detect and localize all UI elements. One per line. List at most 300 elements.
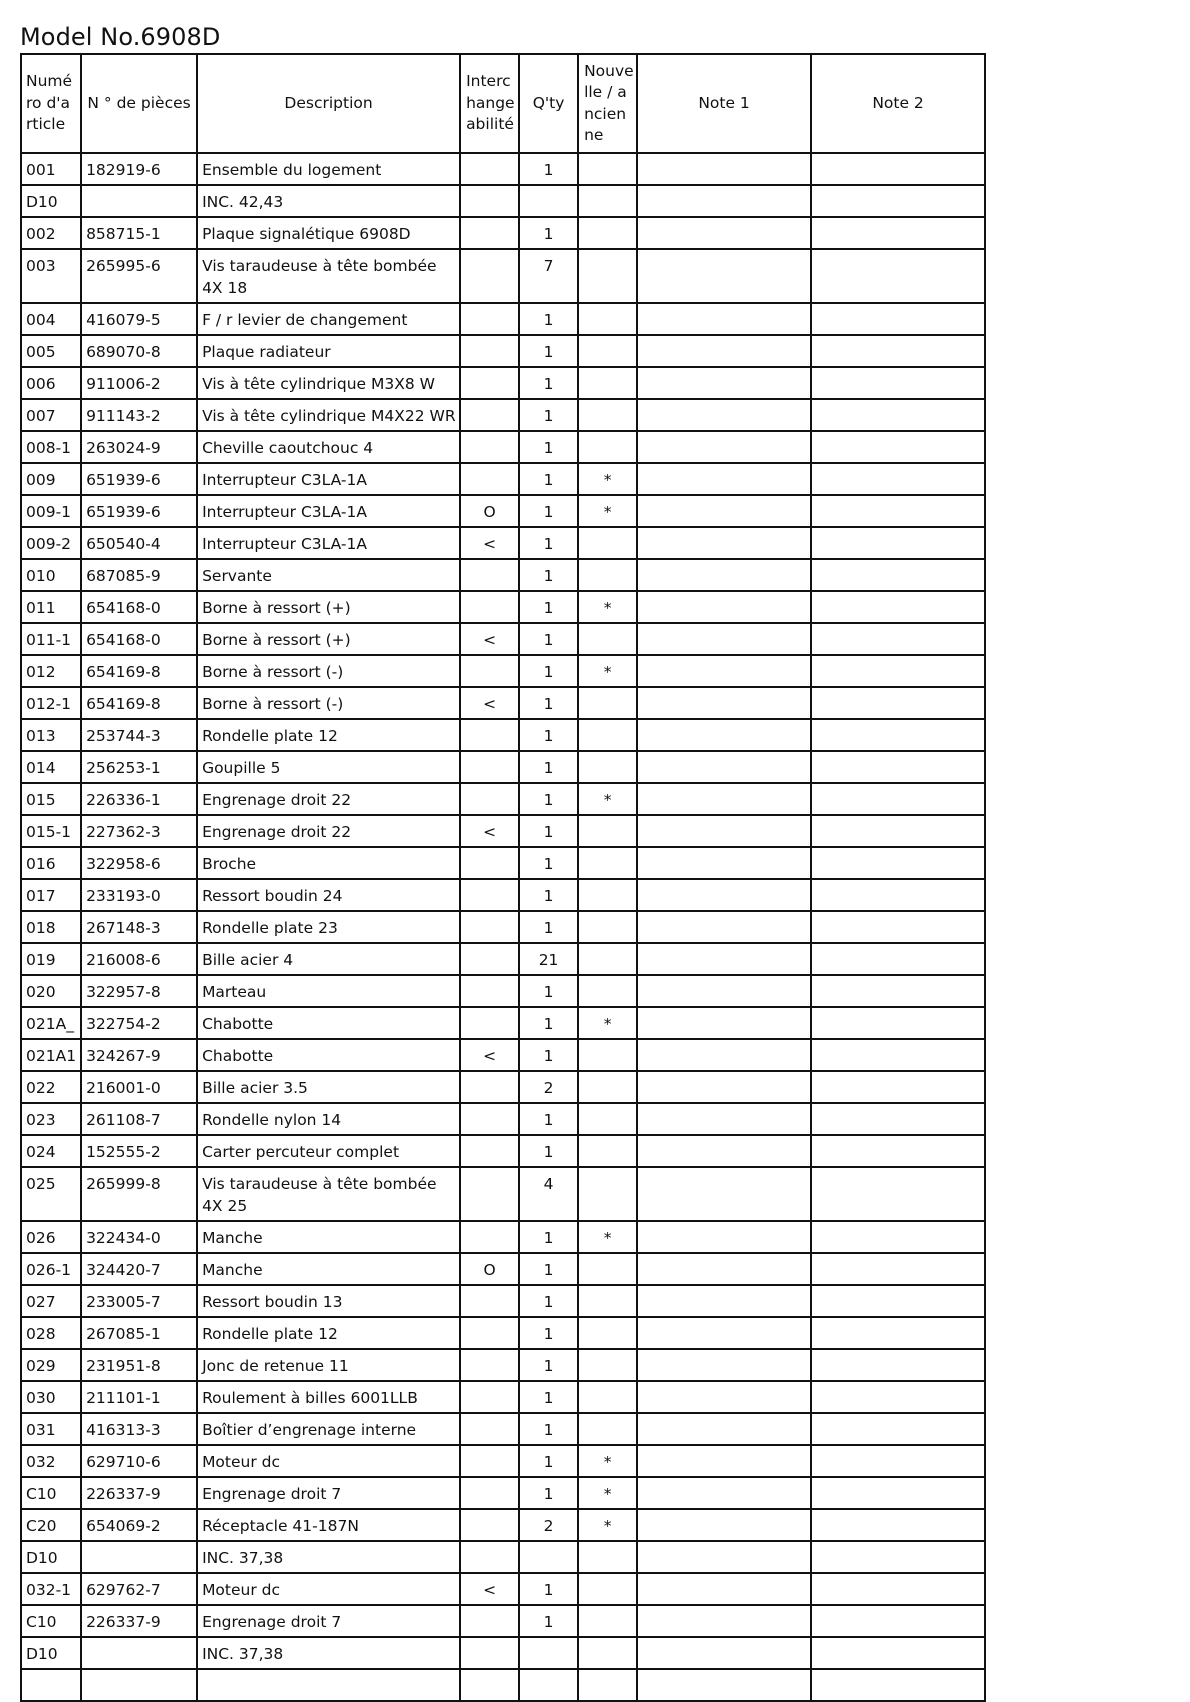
cell-new: * [578, 495, 637, 527]
cell-qty: 2 [519, 1071, 578, 1103]
table-row [21, 911, 985, 943]
cell-desc: Rondelle plate 12 [197, 719, 460, 751]
cell-note1 [637, 1637, 811, 1669]
cell-num: 028 [21, 1317, 81, 1349]
cell-num: D10 [21, 1637, 81, 1669]
cell-num: 017 [21, 879, 81, 911]
cell-new [578, 975, 637, 1007]
cell-note1 [637, 1413, 811, 1445]
cell-new [578, 399, 637, 431]
cell-note2 [811, 1167, 985, 1221]
cell-part: 226336-1 [81, 783, 197, 815]
cell-qty: 1 [519, 463, 578, 495]
cell-part: 265995-6 [81, 249, 197, 303]
cell-new [578, 751, 637, 783]
cell-num: C20 [21, 1509, 81, 1541]
cell-qty: 21 [519, 943, 578, 975]
table-row [21, 687, 985, 719]
cell-new: * [578, 591, 637, 623]
cell-num: 012 [21, 655, 81, 687]
cell-new [578, 687, 637, 719]
cell-inter [460, 1135, 519, 1167]
cell-new: * [578, 1509, 637, 1541]
cell-inter [460, 1477, 519, 1509]
cell-num: 026-1 [21, 1253, 81, 1285]
cell-num: 010 [21, 559, 81, 591]
cell-new [578, 249, 637, 303]
cell-inter [460, 1167, 519, 1221]
cell-qty: 1 [519, 1221, 578, 1253]
cell-note2 [811, 815, 985, 847]
table-row [21, 719, 985, 751]
cell-qty: 1 [519, 1103, 578, 1135]
cell-new [578, 367, 637, 399]
cell-note2 [811, 1349, 985, 1381]
cell-inter: < [460, 1039, 519, 1071]
cell-part: 324420-7 [81, 1253, 197, 1285]
cell-qty: 1 [519, 719, 578, 751]
cell-num: 008-1 [21, 431, 81, 463]
cell-note2 [811, 1071, 985, 1103]
table-row [21, 1071, 985, 1103]
cell-part [81, 185, 197, 217]
cell-note1 [637, 1381, 811, 1413]
table-row [21, 1541, 985, 1573]
cell-inter [460, 975, 519, 1007]
cell-part: 322434-0 [81, 1221, 197, 1253]
cell-num: 030 [21, 1381, 81, 1413]
cell-desc: Bille acier 4 [197, 943, 460, 975]
cell-part: 263024-9 [81, 431, 197, 463]
cell-part: 226337-9 [81, 1477, 197, 1509]
cell-new [578, 1317, 637, 1349]
cell-note2 [811, 1253, 985, 1285]
cell-part: 261108-7 [81, 1103, 197, 1135]
cell-part: 654169-8 [81, 687, 197, 719]
table-row [21, 1039, 985, 1071]
cell-inter: O [460, 1253, 519, 1285]
cell-part: 233193-0 [81, 879, 197, 911]
cell-qty: 1 [519, 911, 578, 943]
cell-note1 [637, 249, 811, 303]
cell-note2 [811, 495, 985, 527]
cell-note2 [811, 217, 985, 249]
cell-note2 [811, 879, 985, 911]
cell-desc: Manche [197, 1221, 460, 1253]
cell-desc: Chabotte [197, 1007, 460, 1039]
cell-inter [460, 1413, 519, 1445]
cell-num: 011 [21, 591, 81, 623]
table-row [21, 623, 985, 655]
cell-num: 025 [21, 1167, 81, 1221]
cell-num: C10 [21, 1605, 81, 1637]
table-row [21, 783, 985, 815]
cell-num: 014 [21, 751, 81, 783]
cell-note2 [811, 399, 985, 431]
table-row [21, 1413, 985, 1445]
cell-note1 [637, 1669, 811, 1701]
cell-part: 416079-5 [81, 303, 197, 335]
cell-new [578, 303, 637, 335]
cell-inter [460, 1541, 519, 1573]
cell-desc: Moteur dc [197, 1445, 460, 1477]
cell-num: 018 [21, 911, 81, 943]
cell-new [578, 911, 637, 943]
cell-note1 [637, 911, 811, 943]
cell-note2 [811, 975, 985, 1007]
cell-inter [460, 655, 519, 687]
cell-qty: 7 [519, 249, 578, 303]
cell-note1 [637, 783, 811, 815]
cell-desc: Plaque radiateur [197, 335, 460, 367]
table-header [21, 54, 985, 153]
cell-num: 009-2 [21, 527, 81, 559]
cell-desc: Vis taraudeuse à tête bombée 4X 25 [197, 1167, 460, 1221]
cell-qty: 1 [519, 1253, 578, 1285]
cell-new [578, 527, 637, 559]
cell-note2 [811, 185, 985, 217]
cell-new [578, 1071, 637, 1103]
table-row [21, 975, 985, 1007]
cell-note2 [811, 1637, 985, 1669]
cell-note1 [637, 1135, 811, 1167]
table-row [21, 1637, 985, 1669]
page-title: Model No.6908D [20, 23, 221, 51]
cell-num: 002 [21, 217, 81, 249]
cell-note2 [811, 1039, 985, 1071]
cell-part: 416313-3 [81, 1413, 197, 1445]
table-row [21, 1573, 985, 1605]
cell-inter [460, 1007, 519, 1039]
cell-desc: Vis taraudeuse à tête bombée 4X 18 [197, 249, 460, 303]
cell-desc: Ressort boudin 24 [197, 879, 460, 911]
cell-note2 [811, 1605, 985, 1637]
cell-new: * [578, 655, 637, 687]
cell-qty: 1 [519, 783, 578, 815]
cell-part: 211101-1 [81, 1381, 197, 1413]
cell-new [578, 815, 637, 847]
cell-part: 182919-6 [81, 153, 197, 185]
cell-new [578, 1039, 637, 1071]
cell-desc: Cheville caoutchouc 4 [197, 431, 460, 463]
cell-note2 [811, 687, 985, 719]
cell-inter [460, 1071, 519, 1103]
cell-num: 015-1 [21, 815, 81, 847]
cell-num: 032 [21, 1445, 81, 1477]
cell-part [81, 1669, 197, 1701]
cell-new [578, 1413, 637, 1445]
header-note2: Note 2 [811, 54, 985, 153]
cell-new [578, 431, 637, 463]
cell-inter [460, 1317, 519, 1349]
header-inter: Interchangeabilité [460, 54, 519, 153]
cell-qty: 1 [519, 399, 578, 431]
cell-new: * [578, 1445, 637, 1477]
cell-desc: Engrenage droit 7 [197, 1477, 460, 1509]
cell-new [578, 943, 637, 975]
cell-desc: Servante [197, 559, 460, 591]
cell-qty: 1 [519, 1007, 578, 1039]
cell-note1 [637, 1541, 811, 1573]
cell-qty: 1 [519, 303, 578, 335]
cell-desc: Engrenage droit 22 [197, 783, 460, 815]
cell-desc: Broche [197, 847, 460, 879]
cell-num: 015 [21, 783, 81, 815]
table-row [21, 495, 985, 527]
header-new: Nouvelle / ancienne [578, 54, 637, 153]
cell-note1 [637, 399, 811, 431]
cell-num: D10 [21, 185, 81, 217]
table-body [21, 153, 985, 1701]
cell-desc: Borne à ressort (-) [197, 687, 460, 719]
cell-num: 022 [21, 1071, 81, 1103]
cell-desc: Roulement à billes 6001LLB [197, 1381, 460, 1413]
cell-qty [519, 185, 578, 217]
cell-qty: 1 [519, 879, 578, 911]
cell-inter [460, 751, 519, 783]
cell-desc: Jonc de retenue 11 [197, 1349, 460, 1381]
table-row [21, 367, 985, 399]
cell-part: 654168-0 [81, 591, 197, 623]
cell-part: 322957-8 [81, 975, 197, 1007]
cell-note2 [811, 527, 985, 559]
cell-inter: O [460, 495, 519, 527]
cell-new [578, 1253, 637, 1285]
cell-part: 651939-6 [81, 463, 197, 495]
cell-num: 016 [21, 847, 81, 879]
cell-qty: 1 [519, 527, 578, 559]
cell-new: * [578, 783, 637, 815]
cell-note2 [811, 911, 985, 943]
table-row [21, 751, 985, 783]
table-row [21, 815, 985, 847]
cell-inter: < [460, 687, 519, 719]
cell-note1 [637, 1167, 811, 1221]
cell-qty: 1 [519, 591, 578, 623]
cell-desc: Rondelle plate 23 [197, 911, 460, 943]
cell-desc: Interrupteur C3LA-1A [197, 495, 460, 527]
cell-num: 005 [21, 335, 81, 367]
cell-num: 026 [21, 1221, 81, 1253]
cell-inter [460, 217, 519, 249]
cell-new [578, 1669, 637, 1701]
cell-note1 [637, 1221, 811, 1253]
cell-note2 [811, 751, 985, 783]
cell-inter [460, 1637, 519, 1669]
cell-note2 [811, 1221, 985, 1253]
table-row [21, 249, 985, 303]
table-row [21, 1605, 985, 1637]
table-row [21, 1167, 985, 1221]
cell-part: 226337-9 [81, 1605, 197, 1637]
cell-desc: Vis à tête cylindrique M3X8 W [197, 367, 460, 399]
cell-note2 [811, 655, 985, 687]
cell-note1 [637, 1477, 811, 1509]
cell-qty: 1 [519, 335, 578, 367]
cell-num: 009-1 [21, 495, 81, 527]
cell-qty: 1 [519, 687, 578, 719]
cell-qty: 1 [519, 367, 578, 399]
cell-qty: 1 [519, 495, 578, 527]
cell-new [578, 1135, 637, 1167]
cell-new [578, 623, 637, 655]
cell-new [578, 1637, 637, 1669]
cell-qty [519, 1637, 578, 1669]
cell-new [578, 1573, 637, 1605]
cell-note1 [637, 527, 811, 559]
table-row [21, 303, 985, 335]
cell-desc: F / r levier de changement [197, 303, 460, 335]
cell-note1 [637, 335, 811, 367]
cell-new [578, 1285, 637, 1317]
cell-part: 650540-4 [81, 527, 197, 559]
cell-inter: < [460, 815, 519, 847]
cell-qty: 1 [519, 751, 578, 783]
cell-part: 216001-0 [81, 1071, 197, 1103]
cell-desc [197, 1669, 460, 1701]
cell-part: 324267-9 [81, 1039, 197, 1071]
cell-note1 [637, 1605, 811, 1637]
cell-new: * [578, 1221, 637, 1253]
cell-note1 [637, 879, 811, 911]
table-row [21, 1221, 985, 1253]
cell-part: 256253-1 [81, 751, 197, 783]
table-row [21, 527, 985, 559]
cell-qty [519, 1669, 578, 1701]
cell-desc: Carter percuteur complet [197, 1135, 460, 1167]
parts-table [20, 53, 986, 1702]
cell-qty: 1 [519, 847, 578, 879]
cell-desc: Borne à ressort (-) [197, 655, 460, 687]
table-row [21, 1509, 985, 1541]
cell-part: 687085-9 [81, 559, 197, 591]
cell-desc: Réceptacle 41-187N [197, 1509, 460, 1541]
cell-note2 [811, 559, 985, 591]
cell-num: 001 [21, 153, 81, 185]
cell-desc: Rondelle nylon 14 [197, 1103, 460, 1135]
cell-part: 689070-8 [81, 335, 197, 367]
cell-note1 [637, 431, 811, 463]
table-row [21, 463, 985, 495]
cell-desc: Chabotte [197, 1039, 460, 1071]
cell-note1 [637, 495, 811, 527]
cell-new [578, 1605, 637, 1637]
cell-inter [460, 1381, 519, 1413]
cell-note1 [637, 751, 811, 783]
cell-qty: 1 [519, 217, 578, 249]
cell-num: 020 [21, 975, 81, 1007]
cell-desc: INC. 42,43 [197, 185, 460, 217]
cell-new [578, 335, 637, 367]
cell-new: * [578, 1007, 637, 1039]
cell-inter [460, 367, 519, 399]
cell-inter [460, 303, 519, 335]
cell-note2 [811, 367, 985, 399]
cell-desc: Ensemble du logement [197, 153, 460, 185]
table-row [21, 335, 985, 367]
cell-note2 [811, 943, 985, 975]
cell-new [578, 1541, 637, 1573]
cell-qty: 1 [519, 655, 578, 687]
cell-note2 [811, 153, 985, 185]
cell-new [578, 1103, 637, 1135]
cell-part [81, 1637, 197, 1669]
cell-inter [460, 1285, 519, 1317]
cell-desc: INC. 37,38 [197, 1637, 460, 1669]
cell-qty [519, 1541, 578, 1573]
cell-desc: Moteur dc [197, 1573, 460, 1605]
table-row [21, 217, 985, 249]
cell-qty: 1 [519, 1445, 578, 1477]
cell-desc: Vis à tête cylindrique M4X22 WR [197, 399, 460, 431]
cell-part: 322958-6 [81, 847, 197, 879]
cell-num: 027 [21, 1285, 81, 1317]
cell-num: 024 [21, 1135, 81, 1167]
cell-part: 265999-8 [81, 1167, 197, 1221]
cell-new [578, 847, 637, 879]
cell-inter [460, 591, 519, 623]
cell-note1 [637, 367, 811, 399]
table-row [21, 847, 985, 879]
table-row [21, 1445, 985, 1477]
cell-qty: 1 [519, 1349, 578, 1381]
cell-note1 [637, 1445, 811, 1477]
cell-part: 911006-2 [81, 367, 197, 399]
cell-inter [460, 1669, 519, 1701]
cell-new [578, 185, 637, 217]
cell-num: 023 [21, 1103, 81, 1135]
cell-inter [460, 559, 519, 591]
table-row-partial [21, 1669, 985, 1701]
cell-part: 651939-6 [81, 495, 197, 527]
table-row [21, 1007, 985, 1039]
header-qty: Q'ty [519, 54, 578, 153]
cell-inter [460, 1349, 519, 1381]
cell-desc: Plaque signalétique 6908D [197, 217, 460, 249]
table-row [21, 153, 985, 185]
cell-num: C10 [21, 1477, 81, 1509]
cell-part: 654168-0 [81, 623, 197, 655]
cell-note1 [637, 943, 811, 975]
cell-inter [460, 1605, 519, 1637]
cell-qty: 1 [519, 1317, 578, 1349]
cell-new [578, 559, 637, 591]
cell-inter: < [460, 623, 519, 655]
cell-part: 654169-8 [81, 655, 197, 687]
cell-qty: 1 [519, 1285, 578, 1317]
table-row [21, 185, 985, 217]
cell-note2 [811, 783, 985, 815]
cell-note1 [637, 1509, 811, 1541]
cell-note2 [811, 463, 985, 495]
cell-inter [460, 1103, 519, 1135]
cell-part: 322754-2 [81, 1007, 197, 1039]
cell-new [578, 1167, 637, 1221]
cell-note1 [637, 303, 811, 335]
cell-qty: 1 [519, 559, 578, 591]
cell-qty: 2 [519, 1509, 578, 1541]
cell-qty: 1 [519, 1605, 578, 1637]
cell-desc: Rondelle plate 12 [197, 1317, 460, 1349]
table-row [21, 879, 985, 911]
cell-num: 031 [21, 1413, 81, 1445]
cell-note2 [811, 431, 985, 463]
cell-qty: 1 [519, 431, 578, 463]
cell-inter [460, 911, 519, 943]
cell-desc: Goupille 5 [197, 751, 460, 783]
cell-qty: 1 [519, 1039, 578, 1071]
cell-new [578, 719, 637, 751]
